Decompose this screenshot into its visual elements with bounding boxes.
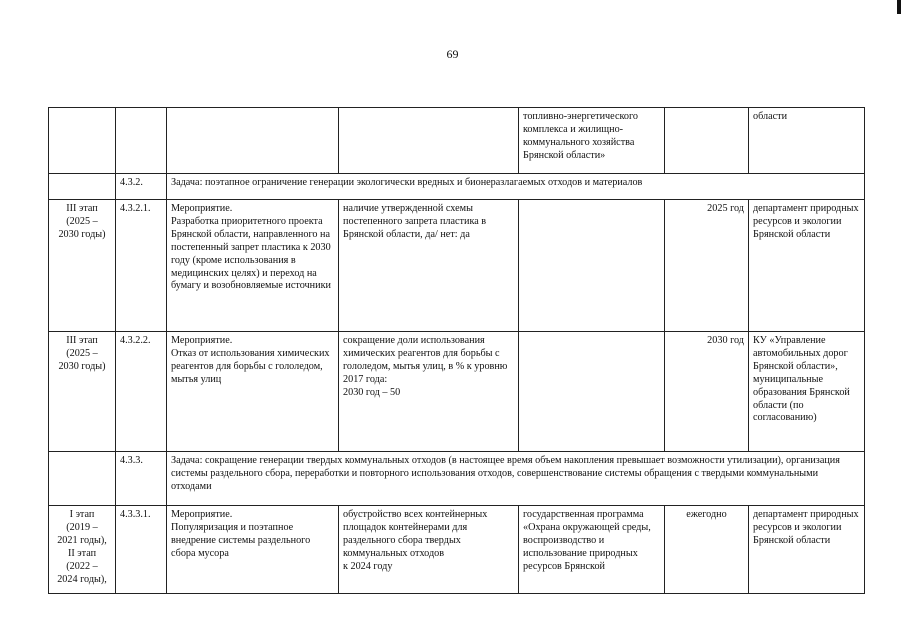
source-cell <box>519 332 665 452</box>
source-cell <box>519 200 665 332</box>
task-text-cell: Задача: поэтапное ограничение генерации экологически вредных и бионеразлагаемых отходов и материалов <box>167 174 865 200</box>
number-cell <box>116 108 167 174</box>
number-cell: 4.3.2.1. <box>116 200 167 332</box>
executor-cell: департамент природных ресурсов и экологии Брянской области <box>749 506 865 594</box>
term-cell: 2025 год <box>665 200 749 332</box>
stage-cell <box>49 452 116 506</box>
term-cell <box>665 108 749 174</box>
number-cell: 4.3.2.2. <box>116 332 167 452</box>
table-row-event <box>49 200 865 332</box>
term-cell: ежегодно <box>665 506 749 594</box>
stage-cell: III этап (2025 – 2030 годы) <box>49 200 116 332</box>
stage-cell <box>49 108 116 174</box>
table-row-event <box>49 332 865 452</box>
task-text-cell: Задача: сокращение генерации твердых коммунальных отходов (в настоящее время объем накопления превышает возможности утилизации), организация системы раздельного сбора, переработки и повторного использования отходов, совершенствование системы обращения с твердыми коммунальными отходами <box>167 452 865 506</box>
table-row-continuation <box>49 108 865 174</box>
measures-table <box>48 107 865 594</box>
table-row-task <box>49 174 865 200</box>
executor-cell: департамент природных ресурсов и экологии Брянской области <box>749 200 865 332</box>
stage-cell: III этап (2025 – 2030 годы) <box>49 332 116 452</box>
event-cell: Мероприятие. Отказ от использования химических реагентов для борьбы с гололедом, мытья улиц <box>167 332 339 452</box>
table-row-task <box>49 452 865 506</box>
number-cell: 4.3.3.1. <box>116 506 167 594</box>
page-edge-mark <box>897 0 901 14</box>
executor-cell: области <box>749 108 865 174</box>
indicator-cell <box>339 108 519 174</box>
event-cell: Мероприятие. Разработка приоритетного проекта Брянской области, направленного на постепенный запрет пластика к 2030 году (кроме использования в медицинских целях) и переход на бумагу и возобновляемые источники <box>167 200 339 332</box>
executor-cell: КУ «Управление автомобильных дорог Брянской области», муниципальные образования Брянской области (по согласованию) <box>749 332 865 452</box>
source-cell: государственная программа «Охрана окружающей среды, воспроизводство и использование природных ресурсов Брянской <box>519 506 665 594</box>
page-number: 69 <box>446 47 459 61</box>
source-cell: топливно-энергетического комплекса и жилищно-коммунального хозяйства Брянской области» <box>519 108 665 174</box>
term-cell: 2030 год <box>665 332 749 452</box>
event-cell: Мероприятие. Популяризация и поэтапное внедрение системы раздельного сбора мусора <box>167 506 339 594</box>
number-cell: 4.3.3. <box>116 452 167 506</box>
stage-cell: I этап (2019 – 2021 годы), II этап (2022 – 2024 годы), <box>49 506 116 594</box>
indicator-cell: наличие утвержденной схемы постепенного запрета пластика в Брянской области, да/ нет: да <box>339 200 519 332</box>
number-cell: 4.3.2. <box>116 174 167 200</box>
indicator-cell: обустройство всех контейнерных площадок контейнерами для раздельного сбора твердых коммунальных отходов к 2024 году <box>339 506 519 594</box>
event-cell <box>167 108 339 174</box>
table-row-event <box>49 506 865 594</box>
indicator-cell: сокращение доли использования химических реагентов для борьбы с гололедом, мытья улиц, в % к уровню 2017 года: 2030 год – 50 <box>339 332 519 452</box>
stage-cell <box>49 174 116 200</box>
